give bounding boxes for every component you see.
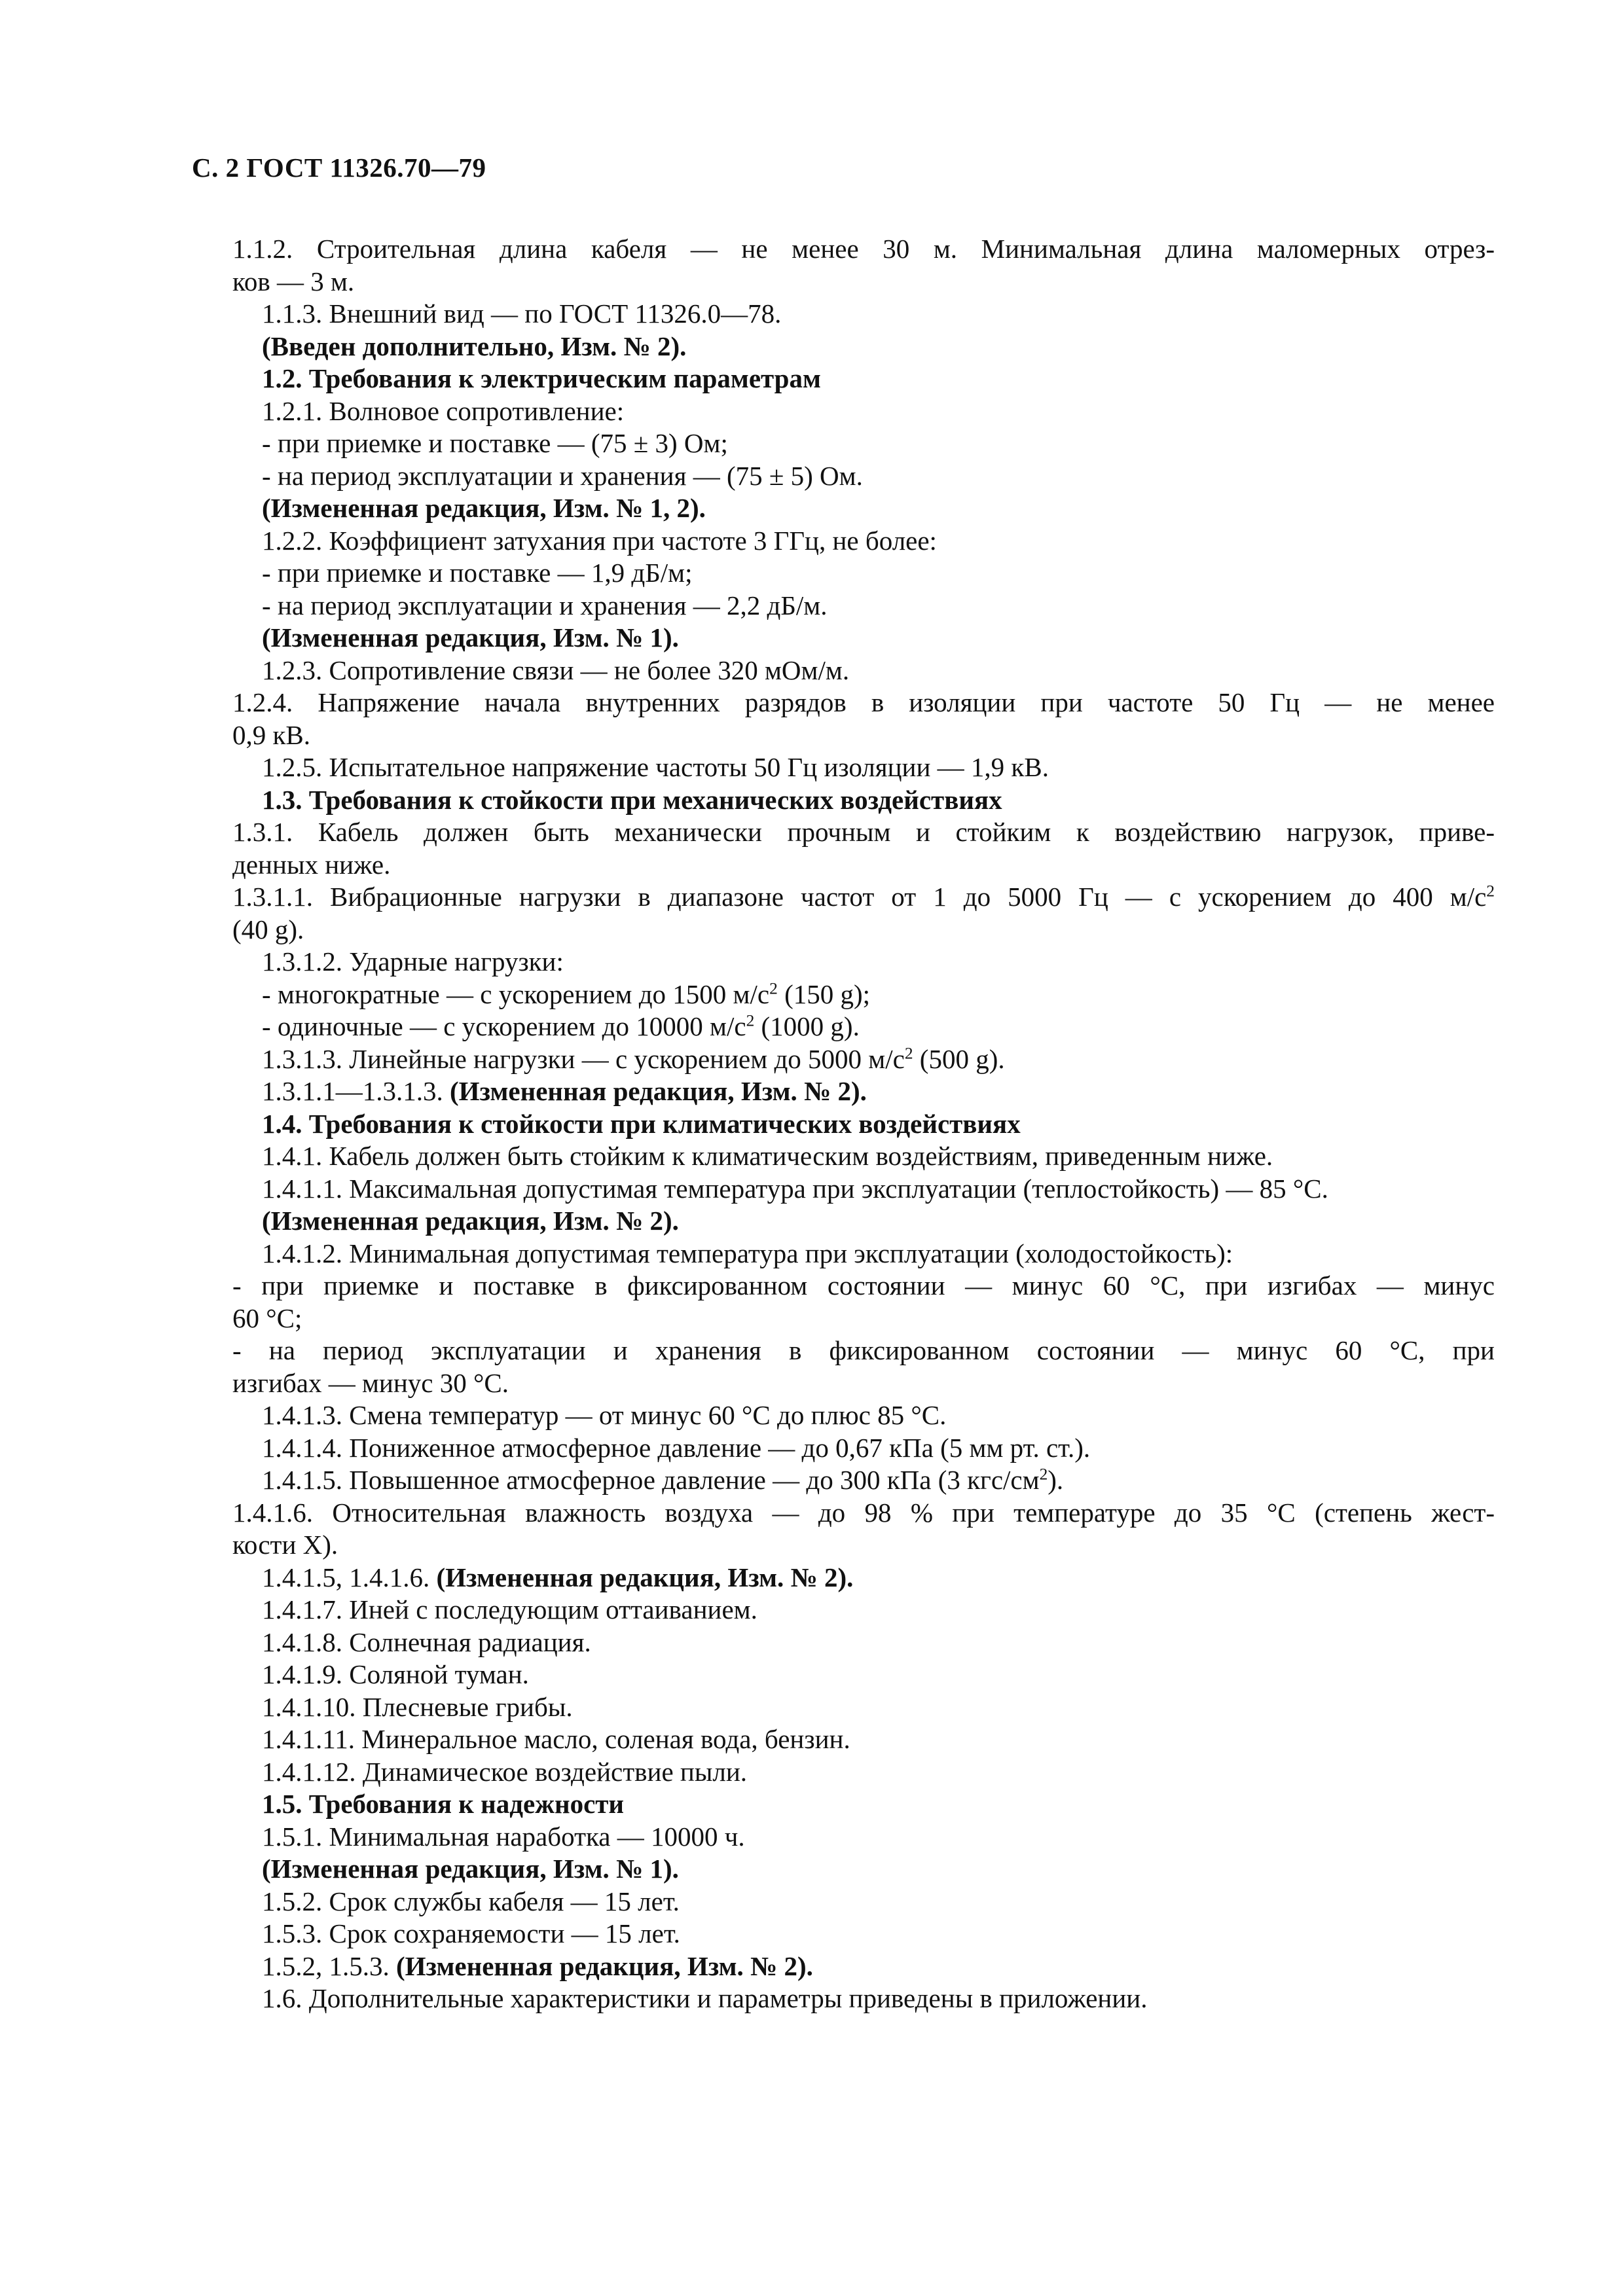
text-line <box>232 1399 1495 1432</box>
line-text: 1.5. Требования к надежности <box>262 1789 625 1819</box>
superscript: 2 <box>746 1011 755 1030</box>
line-text: - на период эксплуатации и хранения — (75 ± 5) Ом. <box>262 460 863 491</box>
line-text: 60 °С; <box>232 1302 302 1333</box>
line-text: 1.3. Требования к стойкости при механических воздействиях <box>262 784 1002 815</box>
line-text: 1.3.1.1. Вибрационные нагрузки в диапазоне частот от 1 до 5000 Гц — с ускорением до 400 м/с <box>232 882 1487 912</box>
text-line <box>232 460 1495 493</box>
superscript: 2 <box>769 978 778 997</box>
line-text: 1.4.1.4. Пониженное атмосферное давление — до 0,67 кПа (5 мм рт. ст.). <box>262 1432 1091 1463</box>
text-line <box>232 784 1495 817</box>
line-text: 1.6. Дополнительные характеристики и параметры приведены в приложении. <box>262 1983 1148 2013</box>
line-text: 1.5.2. Срок службы кабеля — 15 лет. <box>262 1886 680 1916</box>
text-line <box>232 1302 1495 1335</box>
superscript: 2 <box>1486 882 1495 901</box>
amendment-note: (Измененная редакция, Изм. № 2). <box>450 1076 867 1106</box>
line-text: денных ниже. <box>232 849 391 880</box>
text-line <box>232 1497 1495 1530</box>
line-text: 1.3.1.1—1.3.1.3. <box>262 1076 450 1106</box>
line-text: - при приемке и поставке в фиксированном состоянии — минус 60 °С, при изгибах — минус <box>232 1270 1495 1300</box>
text-line <box>232 1529 1495 1562</box>
text-line <box>232 1140 1495 1173</box>
text-line <box>232 1205 1495 1238</box>
text-line <box>232 1659 1495 1691</box>
line-text: изгибах — минус 30 °С. <box>232 1367 509 1398</box>
text-line <box>232 1821 1495 1854</box>
text-line <box>232 687 1495 719</box>
text-line <box>232 1626 1495 1659</box>
amendment-note: (Измененная редакция, Изм. № 2). <box>396 1950 813 1981</box>
line-text: 1.4. Требования к стойкости при климатических воздействиях <box>262 1108 1021 1139</box>
text-line <box>232 1075 1495 1108</box>
line-text: 1.5.3. Срок сохраняемости — 15 лет. <box>262 1918 680 1948</box>
text-line <box>232 1011 1495 1043</box>
line-text: 1.4.1.1. Максимальная допустимая температура при эксплуатации (теплостойкость) — 85 °С. <box>262 1173 1328 1204</box>
text-line <box>232 1756 1495 1789</box>
line-text-tail: ). <box>1048 1465 1064 1495</box>
line-text: 1.4.1. Кабель должен быть стойким к климатическим воздействиям, приведенным ниже. <box>262 1141 1273 1171</box>
line-text: 1.4.1.11. Минеральное масло, соленая вода, бензин. <box>262 1724 850 1754</box>
line-text: 1.2. Требования к электрическим параметрам <box>262 363 821 393</box>
text-line <box>232 525 1495 558</box>
line-text: 1.4.1.5. Повышенное атмосферное давление — до 300 кПа (3 кгс/см <box>262 1465 1040 1495</box>
superscript: 2 <box>904 1043 913 1062</box>
line-text: 1.4.1.3. Смена температур — от минус 60 °С до плюс 85 °С. <box>262 1400 947 1430</box>
text-line <box>232 622 1495 655</box>
text-line <box>232 233 1495 266</box>
line-text: 1.2.1. Волновое сопротивление: <box>262 395 625 426</box>
line-text: - на период эксплуатации и хранения в фиксированном состоянии — минус 60 °С, при <box>232 1335 1495 1365</box>
text-line <box>232 655 1495 687</box>
line-text: ков — 3 м. <box>232 266 355 296</box>
text-line <box>232 1238 1495 1270</box>
text-line <box>232 266 1495 298</box>
text-line <box>232 881 1495 914</box>
text-line <box>232 1335 1495 1367</box>
text-line <box>232 1594 1495 1626</box>
line-text: 1.2.3. Сопротивление связи — не более 320 мОм/м. <box>262 655 850 685</box>
line-text: 1.4.1.6. Относительная влажность воздуха — до 98 % при температуре до 35 °С (степень жест- <box>232 1497 1495 1528</box>
line-text: 1.1.2. Строительная длина кабеля — не менее 30 м. Минимальная длина маломерных отрез- <box>232 234 1495 264</box>
text-line <box>232 719 1495 752</box>
line-text: (Измененная редакция, Изм. № 2). <box>262 1206 679 1236</box>
text-line <box>232 816 1495 849</box>
line-text: (Измененная редакция, Изм. № 1). <box>262 1854 679 1884</box>
text-line <box>232 1886 1495 1918</box>
line-text: (Измененная редакция, Изм. № 1). <box>262 622 679 653</box>
text-line <box>232 751 1495 784</box>
line-text: (Измененная редакция, Изм. № 1, 2). <box>262 493 706 523</box>
text-line <box>232 1270 1495 1302</box>
line-text: 1.3.1.2. Ударные нагрузки: <box>262 946 564 977</box>
text-line <box>232 363 1495 395</box>
line-text: (40 g). <box>232 914 304 944</box>
line-text: 1.4.1.2. Минимальная допустимая температура при эксплуатации (холодостойкость): <box>262 1238 1233 1268</box>
text-line <box>232 1723 1495 1756</box>
text-line <box>232 1918 1495 1950</box>
line-text: 1.2.4. Напряжение начала внутренних разрядов в изоляции при частоте 50 Гц — не менее <box>232 687 1495 717</box>
text-line <box>232 298 1495 331</box>
line-text: 1.4.1.7. Иней с последующим оттаиванием. <box>262 1594 757 1624</box>
line-text: - при приемке и поставке — (75 ± 3) Ом; <box>262 428 728 458</box>
text-line <box>232 1853 1495 1886</box>
line-text: - многократные — с ускорением до 1500 м/с <box>262 978 770 1009</box>
line-text: 1.4.1.9. Соляной туман. <box>262 1659 529 1689</box>
line-text: 0,9 кВ. <box>232 719 311 750</box>
superscript: 2 <box>1039 1465 1048 1484</box>
line-text: 1.5.2, 1.5.3. <box>262 1950 396 1981</box>
page-header: С. 2 ГОСТ 11326.70—79 <box>192 152 486 183</box>
line-text: - одиночные — с ускорением до 10000 м/с <box>262 1011 746 1041</box>
line-text: 1.3.1. Кабель должен быть механически прочным и стойким к воздействию нагрузок, приве- <box>232 817 1495 847</box>
text-line <box>232 492 1495 525</box>
text-line <box>232 1982 1495 2015</box>
text-line <box>232 590 1495 622</box>
document-body <box>232 233 1495 2015</box>
text-line <box>232 1367 1495 1400</box>
line-text: 1.3.1.3. Линейные нагрузки — с ускорением до 5000 м/с <box>262 1043 905 1074</box>
text-line <box>232 1788 1495 1821</box>
text-line <box>232 1464 1495 1497</box>
line-text: 1.4.1.10. Плесневые грибы. <box>262 1691 573 1722</box>
text-line <box>232 978 1495 1011</box>
text-line <box>232 1691 1495 1724</box>
text-line <box>232 1043 1495 1076</box>
text-line <box>232 331 1495 363</box>
line-text: - на период эксплуатации и хранения — 2,2 дБ/м. <box>262 590 828 620</box>
line-text-tail: (150 g); <box>777 978 871 1009</box>
text-line <box>232 1108 1495 1141</box>
line-text: 1.2.5. Испытательное напряжение частоты 50 Гц изоляции — 1,9 кВ. <box>262 752 1049 782</box>
line-text: 1.5.1. Минимальная наработка — 10000 ч. <box>262 1821 745 1852</box>
text-line <box>232 1173 1495 1206</box>
line-text: 1.4.1.5, 1.4.1.6. <box>262 1562 437 1592</box>
text-line <box>232 557 1495 590</box>
line-text-tail: (1000 g). <box>754 1011 860 1041</box>
text-line <box>232 395 1495 428</box>
line-text: 1.4.1.8. Солнечная радиация. <box>262 1626 591 1657</box>
text-line <box>232 1432 1495 1465</box>
line-text: кости X). <box>232 1530 338 1560</box>
line-text: 1.1.3. Внешний вид — по ГОСТ 11326.0—78. <box>262 298 782 329</box>
line-text: 1.4.1.12. Динамическое воздействие пыли. <box>262 1756 748 1787</box>
text-line <box>232 946 1495 978</box>
text-line <box>232 1950 1495 1983</box>
text-line <box>232 914 1495 946</box>
line-text: 1.2.2. Коэффициент затухания при частоте 3 ГГц, не более: <box>262 525 937 556</box>
text-line <box>232 427 1495 460</box>
line-text: (Введен дополнительно, Изм. № 2). <box>262 331 687 361</box>
line-text-tail: (500 g). <box>913 1043 1005 1074</box>
amendment-note: (Измененная редакция, Изм. № 2). <box>436 1562 854 1592</box>
text-line <box>232 1562 1495 1594</box>
text-line <box>232 849 1495 882</box>
line-text: - при приемке и поставке — 1,9 дБ/м; <box>262 558 693 588</box>
